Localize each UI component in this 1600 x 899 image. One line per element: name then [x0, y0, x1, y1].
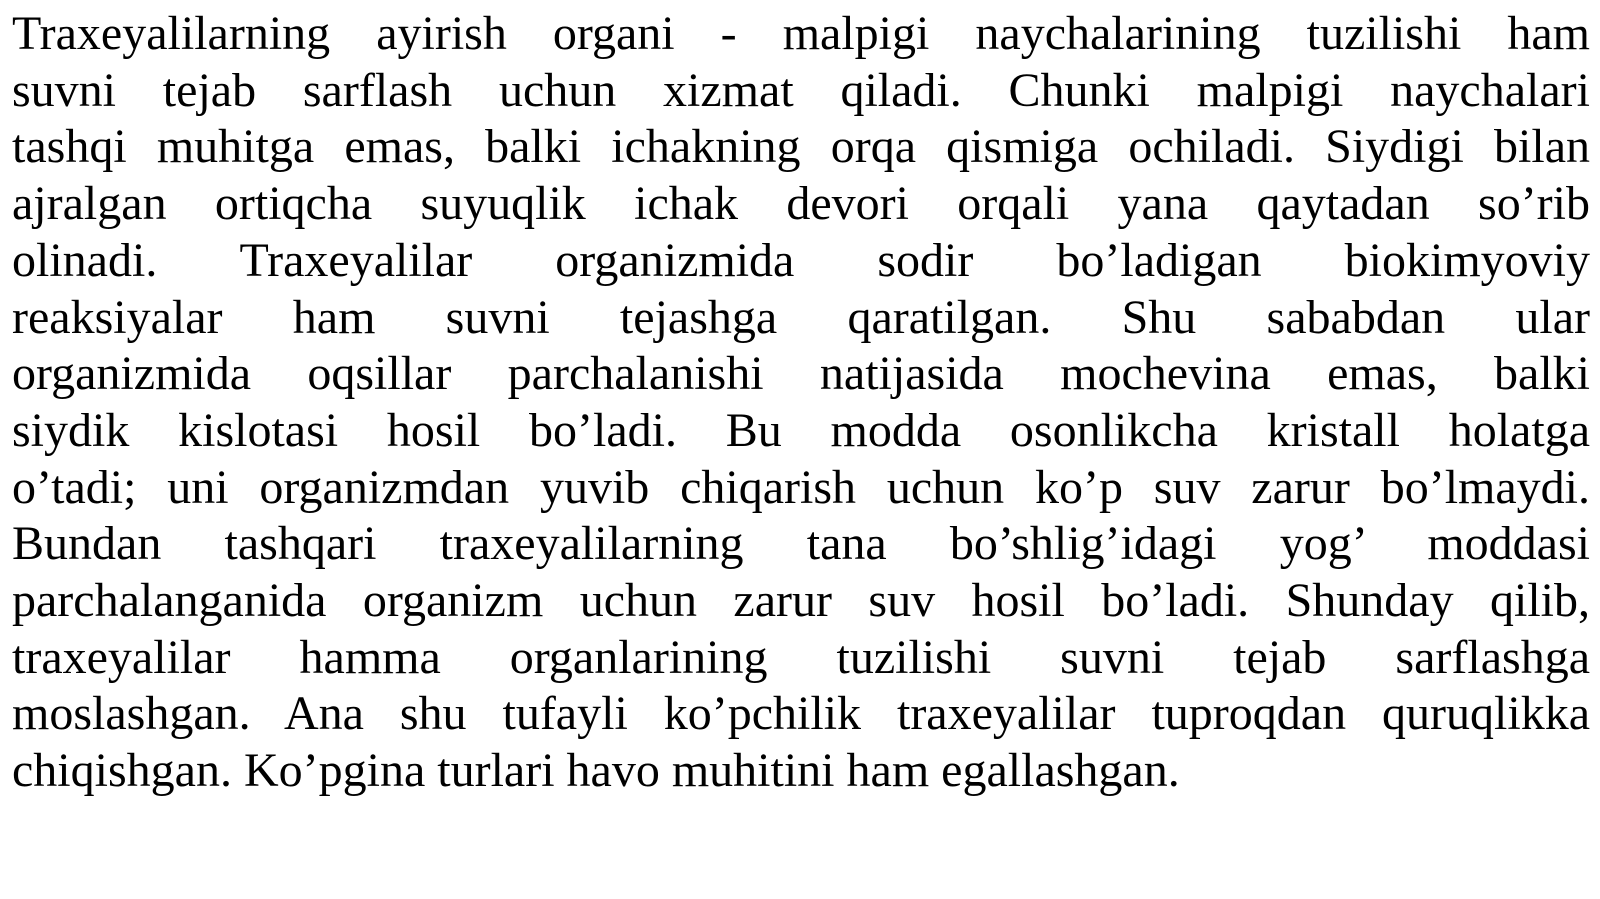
text-line: o’tadi; uni organizmdan yuvib chiqarish uchun ko’p suv zarur bo’lmaydi.: [12, 460, 1590, 514]
text-line: organizmida oqsillar parchalanishi natijasida mochevina emas, balki: [12, 347, 1590, 401]
text-line: olinadi. Traxeyalilar organizmida sodir bo’ladigan biokimyoviy: [12, 233, 1590, 287]
text-line: suvni tejab sarflash uchun xizmat qiladi. Chunki malpigi naychalari: [12, 63, 1590, 117]
text-line: parchalanganida organizm uchun zarur suv hosil bo’ladi. Shunday qilib,: [12, 574, 1590, 628]
text-line-last: chiqishgan. Ko’pgina turlari havo muhitini ham egallashgan.: [12, 744, 1180, 798]
text-line: Traxeyalilarning ayirish organi - malpigi naychalarining tuzilishi ham: [12, 7, 1590, 60]
text-line: reaksiyalar ham suvni tejashga qaratilgan. Shu sababdan ular: [12, 290, 1590, 344]
text-line: siydik kislotasi hosil bo’ladi. Bu modda osonlikcha kristall holatga: [12, 403, 1590, 457]
text-line: Bundan tashqari traxeyalilarning tana bo’shlig’idagi yog’ moddasi: [12, 517, 1590, 571]
text-line: traxeyalilar hamma organlarining tuzilishi suvni tejab sarflashga: [12, 630, 1590, 684]
body-paragraph: [12, 6, 1590, 800]
text-line: moslashgan. Ana shu tufayli ko’pchilik traxeyalilar tuproqdan quruqlikka: [12, 687, 1590, 741]
text-line: ajralgan ortiqcha suyuqlik ichak devori orqali yana qaytadan so’rib: [12, 177, 1590, 231]
text-line: tashqi muhitga emas, balki ichakning orqa qismiga ochiladi. Siydigi bilan: [12, 120, 1590, 174]
